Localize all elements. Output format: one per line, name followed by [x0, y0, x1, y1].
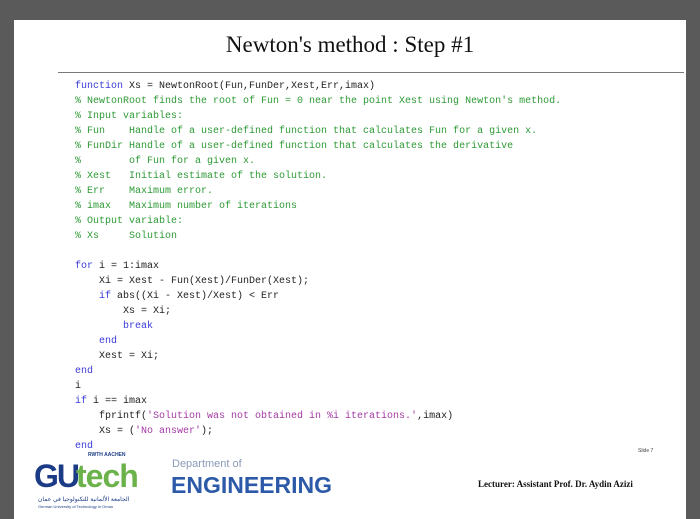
department-label: Department of: [172, 458, 242, 470]
code-line: [75, 366, 93, 377]
code-token: % Fun Handle of a user-defined function that calculates Fun for a given x.: [75, 126, 538, 137]
code-token: );: [201, 426, 214, 437]
code-token: 'No answer': [135, 426, 202, 437]
code-line: [75, 441, 93, 452]
code-token: end: [99, 336, 118, 347]
code-token: Xs = (: [75, 426, 136, 437]
code-token: % Xs Solution: [75, 231, 178, 242]
matlab-code-block: [75, 79, 561, 454]
code-line: [75, 426, 213, 437]
code-line: [75, 381, 81, 392]
code-line: [75, 96, 561, 107]
code-line: [75, 111, 183, 122]
code-line: [75, 81, 375, 92]
code-token: [75, 321, 123, 332]
code-line: [75, 276, 309, 287]
code-token: % Output variable:: [75, 216, 184, 227]
code-line: [75, 291, 279, 302]
code-line: [75, 336, 117, 347]
code-token: Xs = Xi;: [75, 306, 172, 317]
title-divider: [58, 72, 684, 73]
code-token: if: [99, 291, 112, 302]
code-line: [75, 186, 213, 197]
code-token: if: [75, 396, 88, 407]
code-line: [75, 171, 327, 182]
code-token: % Err Maximum error.: [75, 186, 214, 197]
code-line: [75, 396, 147, 407]
logo-mark-gu: GU: [34, 458, 78, 494]
code-token: function: [75, 81, 124, 92]
code-line: [75, 231, 177, 242]
code-token: end: [75, 366, 94, 377]
code-token: i: [75, 381, 82, 392]
code-token: abs((Xi - Xest)/Xest) < Err: [111, 291, 280, 302]
logo-tagline: RWTH AACHEN: [88, 452, 126, 458]
logo-english-name: German University of Technology in Oman: [38, 504, 114, 509]
slide-title: Newton's method : Step #1: [225, 32, 475, 57]
slide: [14, 20, 686, 519]
code-token: % NewtonRoot finds the root of Fun = 0 near the point Xest using Newton's method.: [75, 96, 562, 107]
code-token: i == imax: [87, 396, 148, 407]
department-name: ENGINEERING: [171, 472, 333, 498]
code-token: Xi = Xest - Fun(Xest)/FunDer(Xest);: [75, 276, 310, 287]
code-token: % Xest Initial estimate of the solution.: [75, 171, 328, 182]
code-token: i = 1:imax: [93, 261, 160, 272]
code-token: fprintf(: [75, 411, 148, 422]
slide-number: Slide 7: [638, 448, 654, 454]
code-line: [75, 321, 153, 332]
code-token: Xs = NewtonRoot(Fun,FunDer,Xest,Err,imax): [123, 81, 376, 92]
code-line: [75, 306, 171, 317]
code-token: Xest = Xi;: [75, 351, 160, 362]
code-token: % of Fun for a given x.: [75, 156, 256, 167]
code-line: [75, 141, 513, 152]
logo-arabic-name: الجامعة الألمانية للتكنولوجيا في عمان: [38, 497, 130, 503]
code-line: [75, 411, 453, 422]
code-token: % imax Maximum number of iterations: [75, 201, 298, 212]
code-line: [75, 216, 183, 227]
code-token: ,imax): [417, 411, 454, 422]
code-line: [75, 261, 159, 272]
code-token: % FunDir Handle of a user-defined function that calculates the derivative: [75, 141, 514, 152]
code-line: [75, 156, 255, 167]
code-token: for: [75, 261, 94, 272]
code-token: % Input variables:: [75, 111, 184, 122]
code-line: [75, 126, 537, 137]
code-token: [75, 291, 99, 302]
gutech-logo: [34, 452, 174, 512]
logo-mark-tech: tech: [76, 458, 138, 494]
code-line: [75, 351, 159, 362]
code-token: end: [75, 441, 94, 452]
code-line: [75, 201, 297, 212]
code-token: [75, 336, 99, 347]
code-token: 'Solution was not obtained in %i iterations.': [147, 411, 418, 422]
lecturer-credit: Lecturer: Assistant Prof. Dr. Aydin Azizi: [478, 479, 633, 489]
code-token: break: [123, 321, 154, 332]
